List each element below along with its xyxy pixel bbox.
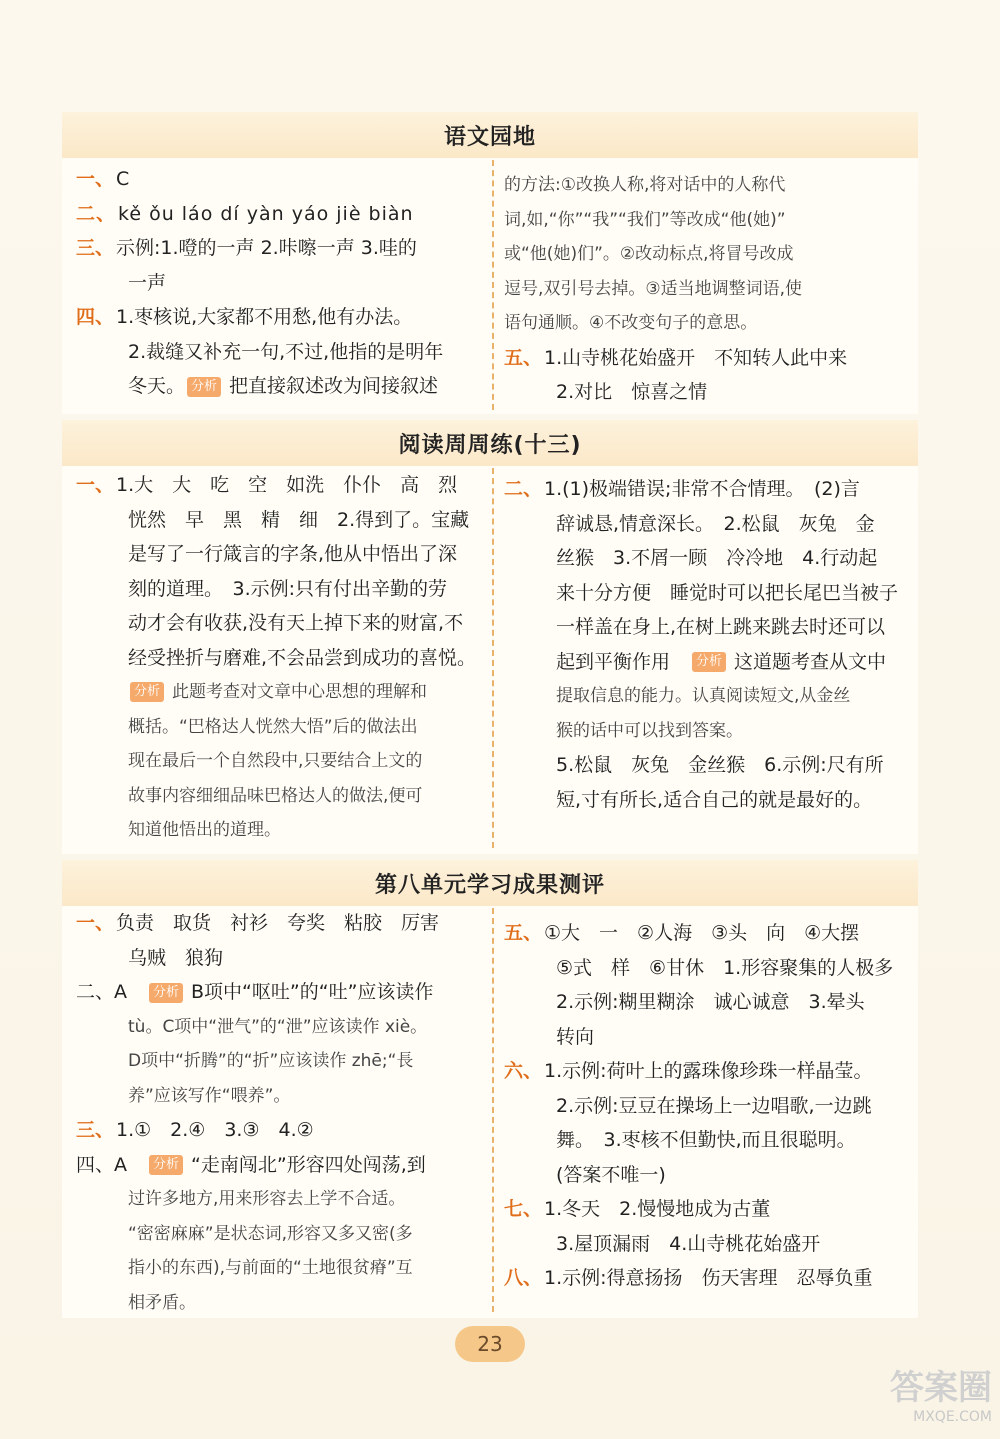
answer-text: 二、A — [76, 981, 127, 1003]
answer-line: 经受挫折与磨难,不会品尝到成功的喜悦。 — [128, 646, 477, 669]
analysis-tag: 分析 — [149, 983, 183, 1003]
analysis-line: 的方法:①改换人称,将对话中的人称代 — [504, 175, 786, 195]
analysis-text: “走南闯北”形容四处闯荡,到 — [191, 1153, 426, 1176]
question-number: 五、 — [504, 346, 543, 369]
answer-line: 2.对比 惊喜之情 — [556, 381, 708, 403]
analysis-line: 逗号,双引号去掉。③适当地调整词语,使 — [504, 278, 803, 299]
answer-line: 三、 示例:1.噔的一声 2.咔嚓一声 3.哇的 — [76, 237, 417, 259]
answer-line: 一声 — [128, 271, 167, 294]
question-number: 八、 — [504, 1267, 543, 1289]
answer-line: 一样盖在身上,在树上跳来跳去时还可以 — [556, 616, 886, 638]
analysis-line: 或“他(她)们”。②改动标点,将冒号改成 — [504, 244, 794, 264]
analysis-line: tù。C项中“泄气”的“泄”应该读作 xiè。 — [128, 1016, 428, 1037]
answer-column-left — [76, 468, 488, 848]
answer-column-right — [504, 916, 916, 1296]
watermark-url: MXQE.COM — [913, 1409, 992, 1425]
answer-line: 5.松鼠 灰兔 金丝猴 6.示例:尺有所 — [556, 754, 884, 776]
section-title-unit-eight-test: 第八单元学习成果测评 — [374, 873, 605, 898]
answer-line: 一、 C — [76, 168, 130, 190]
answer-line: (答案不唯一) — [556, 1163, 666, 1186]
answer-line — [76, 1148, 488, 1183]
answer-column-right — [504, 472, 916, 817]
analysis-line: 指小的东西),与前面的“土地很贫瘠”互 — [128, 1258, 413, 1278]
answer-line: 转向 — [556, 1025, 595, 1048]
question-number: 二、 — [504, 478, 543, 500]
answer-line: 2.示例:糊里糊涂 诚心诚意 3.晕头 — [556, 991, 865, 1013]
analysis-tag: 分析 — [187, 377, 221, 397]
analysis-text: 把直接叙述改为间接叙述 — [229, 375, 439, 397]
analysis-line: 猴的话中可以找到答案。 — [556, 720, 743, 741]
question-number: 四、 — [76, 306, 115, 328]
answer-line: 舞。 3.枣核不但勤快,而且很聪明。 — [556, 1129, 856, 1151]
section-title-reading-weekly: 阅读周周练(十三) — [398, 433, 582, 458]
answer-line: 恍然 早 黑 精 细 2.得到了。宝藏 — [128, 508, 470, 531]
analysis-line: 养”应该写作“喂养”。 — [128, 1085, 291, 1106]
analysis-line: 概括。“巴格达人恍然大悟”后的做法出 — [128, 716, 418, 737]
analysis-line: 词,如,“你”“我”“我们”等改成“他(她)” — [504, 209, 786, 230]
answer-line — [76, 369, 488, 404]
answer-line: 二、 1.(1)极端错误;非常不合情理。 (2)言 — [504, 478, 860, 500]
watermark — [832, 1360, 992, 1432]
answer-line: 五、 1.山寺桃花始盛开 不知转人此中来 — [504, 346, 848, 369]
answer-line — [504, 645, 916, 680]
question-number: 一、 — [76, 912, 115, 934]
answer-text: 起到平衡作用 — [556, 650, 671, 673]
question-number: 一、 — [76, 168, 115, 190]
answer-line: ⑤式 样 ⑥甘休 1.形容聚集的人极多 — [556, 956, 894, 979]
answer-line: 五、 ①大 一 ②人海 ③头 向 ④大摆 — [504, 922, 860, 944]
answer-line: 2.裁缝又补充一句,不过,他指的是明年 — [128, 340, 444, 363]
answer-line: 二、 kě ǒu láo dí yàn yáo jiè biàn — [76, 202, 414, 225]
question-number: 三、 — [76, 237, 115, 259]
answer-line: 2.示例:豆豆在操场上一边唱歌,一边跳 — [556, 1094, 872, 1117]
answer-line: 四、 1.枣核说,大家都不用愁,他有办法。 — [76, 306, 413, 328]
answer-column-left — [76, 906, 488, 1320]
answer-text: 四、A — [76, 1153, 127, 1176]
answer-column-right — [504, 168, 916, 410]
answer-line: 乌贼 狼狗 — [128, 946, 224, 969]
analysis-line: 故事内容细细品味巴格达人的做法,便可 — [128, 785, 423, 806]
column-divider — [492, 160, 494, 410]
analysis-line: 现在最后一个自然段中,只要结合上文的 — [128, 751, 423, 771]
analysis-text: B项中“呕吐”的“吐”应该读作 — [191, 981, 434, 1003]
analysis-line: 过许多地方,用来形容去上学不合适。 — [128, 1189, 406, 1209]
analysis-line: 知道他悟出的道理。 — [128, 820, 281, 840]
answer-line — [76, 975, 488, 1010]
answer-line: 短,寸有所长,适合自己的就是最好的。 — [556, 788, 873, 811]
answer-line: 3.屋顶漏雨 4.山寺桃花始盛开 — [556, 1232, 821, 1255]
analysis-line: “密密麻麻”是状态词,形容又多又密(多 — [128, 1223, 413, 1244]
section-title-yuwen-yuandi: 语文园地 — [443, 125, 536, 150]
analysis-line: 提取信息的能力。认真阅读短文,从金丝 — [556, 686, 851, 706]
analysis-text: 此题考查对文章中心思想的理解和 — [172, 682, 428, 702]
answer-line: 辞诚恳,情意深长。 2.松鼠 灰兔 金 — [556, 512, 875, 535]
analysis-line: D项中“折腾”的“折”应该读作 zhē;“長 — [128, 1051, 414, 1071]
question-number: 六、 — [504, 1060, 543, 1082]
analysis-line: 相矛盾。 — [128, 1292, 196, 1313]
question-number: 五、 — [504, 922, 543, 944]
answer-line: 刻的道理。 3.示例:只有付出辛勤的劳 — [128, 577, 448, 600]
page-number: 23 — [455, 1326, 525, 1362]
answer-column-left — [76, 162, 488, 404]
analysis-tag: 分析 — [692, 652, 726, 672]
answer-line: 丝猴 3.不屑一顾 冷冷地 4.行动起 — [556, 547, 878, 569]
answer-line: 一、 负责 取货 衬衫 夸奖 粘胶 厉害 — [76, 912, 440, 934]
answer-line: 动才会有收获,没有天上掉下来的财富,不 — [128, 612, 464, 634]
question-number: 一、 — [76, 474, 115, 496]
answer-text: 冬天。 — [128, 375, 186, 397]
analysis-text: 这道题考查从文中 — [734, 650, 887, 673]
answer-line: 六、 1.示例:荷叶上的露珠像珍珠一样晶莹。 — [504, 1060, 873, 1082]
answer-line: 是写了一行箴言的字条,他从中悟出了深 — [128, 543, 458, 565]
question-number: 二、 — [76, 202, 117, 225]
answer-line: 一、 1.大 大 吃 空 如洗 仆仆 高 烈 — [76, 474, 458, 496]
answer-line: 七、 1.冬天 2.慢慢地成为古董 — [504, 1198, 771, 1220]
answer-line: 三、 1.① 2.④ 3.③ 4.② — [76, 1119, 314, 1141]
column-divider — [492, 908, 494, 1312]
analysis-tag: 分析 — [130, 682, 164, 702]
column-divider — [492, 468, 494, 848]
question-number: 三、 — [76, 1119, 115, 1141]
analysis-tag: 分析 — [149, 1155, 183, 1175]
watermark-logo: 答案圈 — [890, 1368, 992, 1408]
question-number: 七、 — [504, 1198, 543, 1220]
analysis-line: 语句通顺。④不改变句子的意思。 — [504, 313, 758, 333]
answer-line: 八、 1.示例:得意扬扬 伤天害理 忍辱负重 — [504, 1267, 873, 1289]
answer-line: 来十分方便 睡觉时可以把长尾巴当被子 — [556, 581, 899, 604]
analysis-line — [76, 675, 488, 710]
